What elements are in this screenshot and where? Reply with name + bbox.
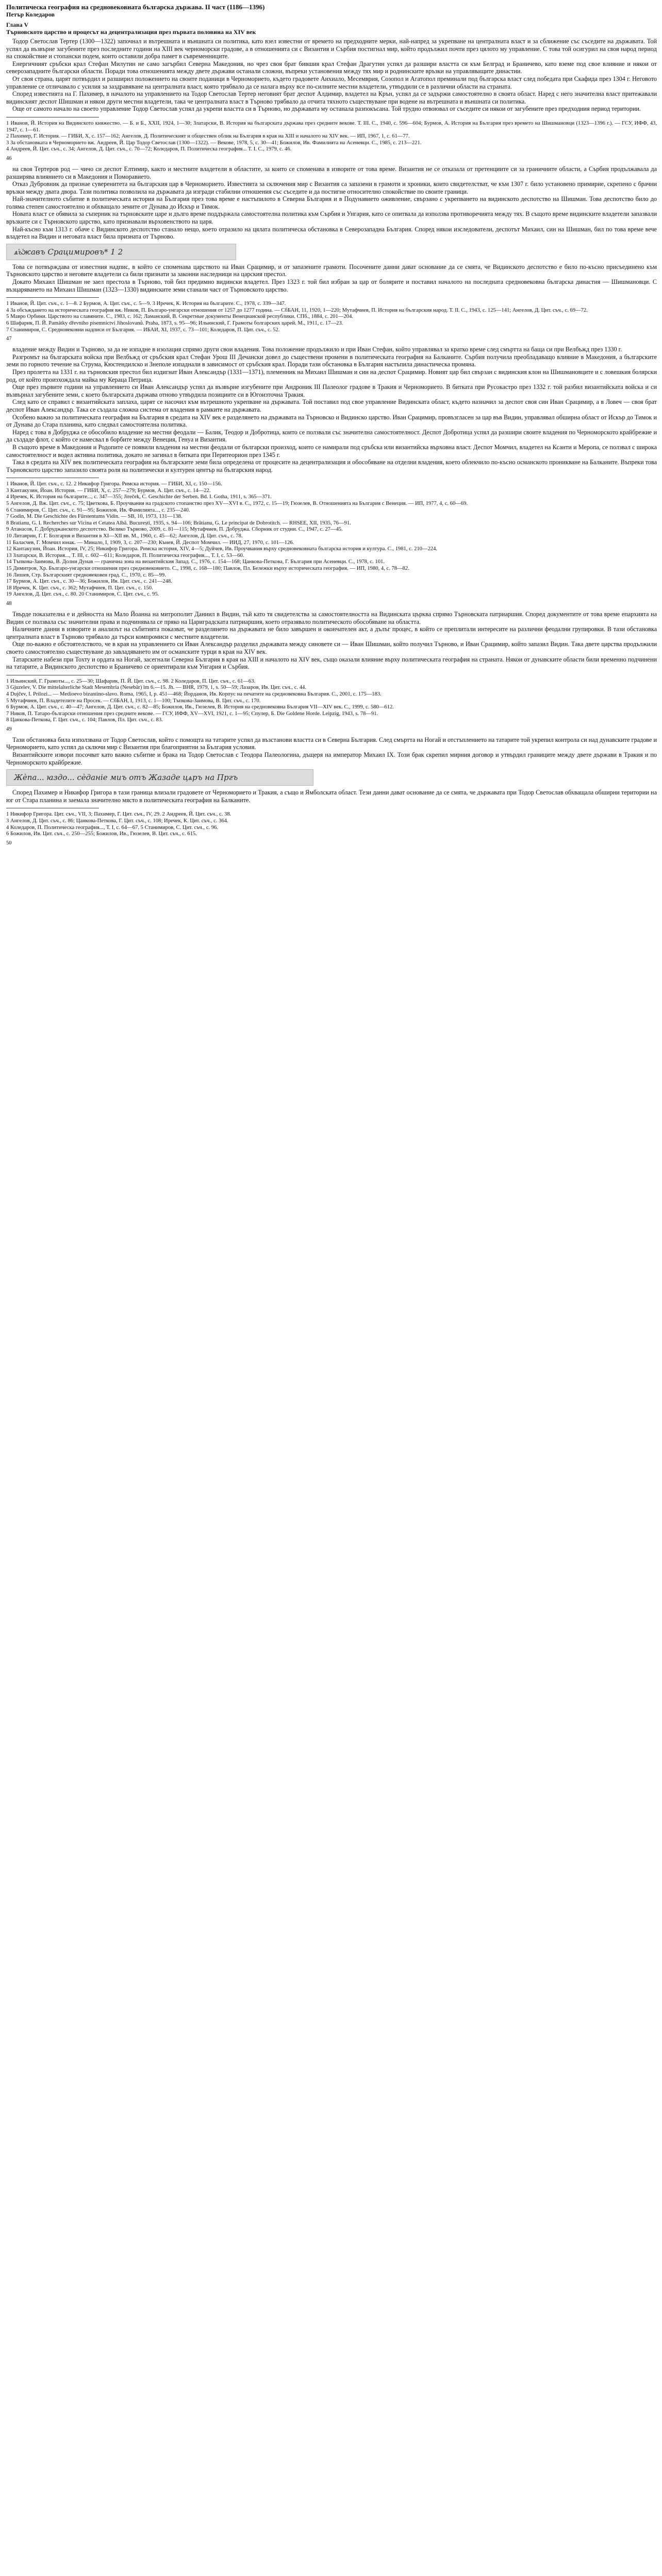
footnote: 5 Ангелов, Д. Вж. Цит. съч., с. 75; Цветкова, Б. Проучвания на градското стопанство през XV—XVI в. С., 1972, с. 15—19; Гюзелев, В. Отношенията на България с Венеция. — ИП, 1977, 4, с. 60—69. xyxy=(6,501,468,507)
footnote: 4 За обсъждането на историческата география вж. Ников, П. Българо-унгарски отношения от 1257 до 1277 година. — СбБАН, 11, 1920, 1—220; Мутафчиев, П. История на българския народ. Т. II. С., 1943, с. 125—141; Ангелов, Д. Цит. съч., с. 69—72. xyxy=(6,307,588,313)
footnote: 4 Иречек, К. История на българите..., с. 347—355; Jireček, C. Geschichte der Serben. Bd. I. Gotha, 1911, s. 365—371. xyxy=(6,494,272,500)
body-paragraph: Така в средата на XIV век политическата география на българските земи била определена от процесите на децентрализация и обособяване на отделни владения, което облекчило по-късно османското проникване на Балканите. Въпреки това Търновското царство запазило своята роля на политически и културен център на българския народ. xyxy=(6,459,657,473)
chapter-number: Глава V xyxy=(6,21,29,28)
footnote: 4 Dujčev, I. Prilozi... — Medioevo bizantino-slavo. Roma, 1965, I, p. 451—468; Йорданов, Ив. Корпус на печатите на средновековна България. С., 2001, с. 175—183. xyxy=(6,691,382,697)
footnote: 4 Коледаров, П. Политическа география..., Т. I, с. 64—67. 5 Станимиров, С. Цит. съч., с. 96. xyxy=(6,824,219,831)
chapter-title: Търновското царство и процесът на децентрализация през първата половина на XIV век xyxy=(6,28,256,36)
footnote: 7 Ников, П. Татаро-български отношения през средните векове. — ГСУ, ИФФ, XV—XVI, 1921, с. 1—95; Спулер, Б. Die Goldene Horde. Leipzig, 1943, s. 78—91. xyxy=(6,710,378,717)
inscription-scan-image: ѧ҆ъ҆жавъ Срацимировъ* 1 2 xyxy=(6,244,236,260)
body-paragraph: Татарските набези при Тохту и ордата на Ногай, засегнали Северна България в края на XIII и началото на XIV век, също оказали влияние върху политическата география на страната. Някои от дунавските области били временно подчинени на татарите, а Видинското деспотство и Браничево се ориентирали към Унгария и Сърбия. xyxy=(6,655,657,671)
body-paragraph: Това се потвърждава от известния надпис, в който се споменава царството на Иван Срацимир, и от запазените грамоти. Посочените данни дават основание да се смята, че Видинското деспотство е било по-късно присъединено към Търновското царство и неговите владетели са били признати за законни наследници на царския престол. xyxy=(6,263,657,278)
body-paragraph: В същото време в Македония и Родопите се появили владения на местни феодали от български произход, които се намирали под сръбска или византийска върховна власт. Деспот Момчил, владетел на Ксанти и Меропа, се ползвал с широка самостоятелност и водел активна политика, докато не загинал в битката при Перитеорион през 1345 г. xyxy=(6,443,657,459)
body-paragraph: Най-значителното събитие в политическата история на България през това време е настъпилото в Северна България и в Подунавието оживление, свързано с укрепването на видинското деспотство на Шишман. Това деспотство било до голяма степен самостоятелно и обхващало земите от Дунава до Искър и Тимок. xyxy=(6,195,657,210)
footnote: 6 Станимиров, С. Цит. съч., с. 91—95; Божилов, Ив. Фамилията..., с. 235—240. xyxy=(6,507,190,513)
footnote: 4 Андреев, Й. Цит. съч., с. 34; Ангелов, Д. Цит. съч., с. 70—72; Коледаров, П. Политическа география... Т. I. С., 1979, с. 46. xyxy=(6,146,292,152)
footnote: 15 Димитров, Хр. Българо-унгарски отношения през средновековието. С., 1998, с. 168—180; Павлов, Пл. Бележки върху историческата география. — ИП, 1980, 4, с. 78—82. xyxy=(6,566,409,571)
footnote: 7 Станимиров, С. Средновековни надписи от България. — ИБАИ, XI, 1937, с. 73—101; Коледаров, П. Цит. съч., с. 52. xyxy=(6,327,280,333)
footnote: 1 Никифор Григора. Цит. съч., VII, 3; Пахимер, Г. Цит. съч., IV, 29. 2 Андреев, Й. Цит. съч., с. 38. xyxy=(6,811,231,818)
body-paragraph: Особено важно за политическата география на България в средата на XIV век е разделянето на държавата на Търновско и Видинско царство. Иван Срацимир, провъзгласен за цар във Видин, управлявал обширна област от Искър до Тимок и от Дунава до Стара планина, като следвал самостоятелна политика. xyxy=(6,413,657,429)
footnote: 10 Литаврин, Г. Г. Болгария и Византия в XI—XII вв. М., 1960, с. 45—62; Ангелов, Д. Цит. съч., с. 78. xyxy=(6,533,243,539)
body-paragraph: Отказ Дубровник да признае суверенитета на българския цар в Черноморието. Известията за сключения мир с Византия са запазени в грамоти и хроники, които свидетелстват, че към 1307 г. било установено примирие, скрепено с брачни връзки между двата двора. Тази политика позволила на държавата да изгради стабилни отношения със съседите и да постигне относително спокойствие по своите граници. xyxy=(6,180,657,195)
body-paragraph: Още от самото начало на своето управление Тодор Светослав успял да укрепи властта си в Търново, но държавата му останала разпокъсана. Той трудно отвоювал от съседите си някои от загубените през предходния период територии. xyxy=(12,105,641,113)
body-paragraph: През пролетта на 1331 г. на търновския престол бил издигнат Иван Александър (1331—1371), племенник на Михаил Шишман и син на деспот Срацимир. Новият цар бил свързан с видинския клон на Шишмановците и с ловешкия болярски род, от който произхождала майка му Кераца Петрица. xyxy=(6,368,657,383)
body-paragraph: Наличните данни в изворите и анализът на събитията показват, че разделянето на държавата не било завършен и окончателен акт, а дълъг процес, в който се преплитали интересите на различни феодални групировки. В тази обстановка централната власт в Търново трябвало да търси компромиси с местните владетели. xyxy=(6,625,657,640)
footnote: 18 Иречек, К. Цит. съч., с. 362; Мутафчиев, П. Цит. съч., с. 150. xyxy=(6,585,153,591)
body-paragraph: От своя страна, царят потвърдил и разширил положението на своите поданици в Черноморието, където градовете Анхиало, Месемврия, Созопол и Агатопол преминали под българска власт след победата при Скафида през 1304 г. Неговото управление се отличавало с усилия за заздравяване на централната власт, която трябвало да се налага върху все по-силните местни владетели, утвърдили се в различни области на страната. xyxy=(6,75,657,90)
footnote: 3 Gjuzelev, V. Die mittelalterliche Stadt Mesembria (Nesebăr) im 6.—15. Jh. — BHR, 1979, 1, s. 50—59; Лазаров, Ив. Цит. съч., с. 44. xyxy=(6,685,306,691)
page-number: 48 xyxy=(6,600,12,606)
footnote: 1 Ильинский, Г. Грамоты..., с. 25—30; Шафарик, П. Й. Цит. съч., с. 98. 2 Коледаров, П. Цит. съч., с. 61—63. xyxy=(6,678,256,684)
footnote: 19 Ангелов, Д. Цит. съч., с. 80. 20 Станимиров, С. Цит. съч., с. 95. xyxy=(6,591,159,598)
inscription-scan-image: Жѐпа... ꙗздо... сѐданіе миъ отъ Жазаде цѧръ на Пргъ xyxy=(6,769,313,786)
footnote: 13 Златарски, В. История..., Т. III, с. 602—611; Коледаров, П. Политическа география..., Т. I, с. 53—60. xyxy=(6,552,244,558)
footnote: 17 Бурмов, А. Цит. съч., с. 30—36; Божилов, Ив. Цит. съч., с. 241—248. xyxy=(6,579,172,585)
page-number: 46 xyxy=(6,155,12,161)
footnote: 6 Шафарик, П. Й. Památky dřevního písemnictví Jihoslovanů. Praha, 1873, s. 95—96; Ильинский, Г. Грамоты болгарских царей. М., 1911, с. 17—23. xyxy=(6,320,343,326)
document-page xyxy=(0,0,662,847)
footnote: 1 Иванов, Й. Цит. съч., с. 1—8. 2 Бурмов, А. Цит. съч., с. 5—9. 3 Иречек, К. История на българите. С., 1978, с. 339—347. xyxy=(6,301,286,307)
body-paragraph: Още през първите години на управлението си Иван Александър успял да възвърне изгубените при Андроник III Палеолог градове в Тракия и Черноморието. В битката при Русокастро през 1332 г. той разбил византийската войска и си възвърнал загубените земи, с което българската държава отново утвърдила позициите си в Югоизточна Тракия. xyxy=(6,383,657,398)
body-paragraph: Твърде показателна е и дейността на Мало Йоанна на митрополит Даниил в Видин, тъй като тя свидетелства за самостоятелността на Видинската църква спрямо Търновската патриаршия. Според документите от това време епархията на Видин се ползвала със значителни права и подчинявала се пряко на Цариградската патриаршия, което отразявало политическото обособяване на областта. xyxy=(6,610,657,625)
footnote: 12 Кантакузин, Йоан. История, IV, 25; Никифор Григора. Римска история, XIV, 4—5; Дуйчев, Ив. Проучвания върху средновековната българска история и култура. С., 1981, с. 210—224. xyxy=(6,546,438,552)
body-paragraph: След като се справил с византийската заплаха, царят се насочил към вътрешното укрепване на държавата. Той поставил под свое управление Видинската област, където назначил за деспот своя син Иван Срацимир, а в Ловеч — своя брат деспот Иван Александър. Така се създала сложна система от владения в рамките на държавата. xyxy=(6,398,657,413)
body-paragraph: Най-късно към 1313 г. обаче с Видинското деспотство станало нещо, което отразило на цялата политическа обстановка в Северозападна България. Според някои изследователи, деспотът Михаил, син на Шишман, бил по това време вече владетел на Видин и неговата власт била призната от Търново. xyxy=(6,225,657,241)
body-paragraph: Докато Михаил Шишман не заел престола в Търново, той бил предимно видински владетел. През 1323 г. той бил избран за цар от болярите и поставил началото на последната средновековна българска династия — Шишмановци. С възцаряването на Михаил Шишман (1323—1330) видинските земи станали част от Търновското царство. xyxy=(6,278,657,293)
body-paragraph: Разгромът на българската войска при Велбъжд от сръбския крал Стефан Урош III Дечански довел до съществени промени в политическата география на Балканите. Сърбия получила преобладаващо влияние в Македония, а българските земи по горното течение на Струма, Кюстендилско и Знеполе изпаднали в зависимост от сръбския крал. Поради тази обстановка в България настъпила династическа промяна. xyxy=(6,353,657,368)
footnote: 8 Цанкова-Петкова, Г. Цит. съч., с. 104; Павлов, Пл. Цит. съч., с. 83. xyxy=(6,717,163,723)
footnote: 3 Кантакузин, Йоан. История. — ГИБИ, X, с. 257—279; Бурмов, А. Цит. съч., с. 14—22. xyxy=(6,487,211,494)
footnote: 16 Лишев, Стр. Българският средновековен град. С., 1970, с. 85—99. xyxy=(6,572,166,578)
body-paragraph: Според Пахимер и Никифор Григора в тази граница влизали градовете от Черноморието и Тракия, а също и Ямболската област. Тези данни дават основание да се смята, че държавата при Тодор Светослав обхващала обширни територии на юг от Стара планина и заемала значително място в политическата география на Балканите. xyxy=(6,789,657,804)
page-number: 47 xyxy=(6,336,12,342)
document-content xyxy=(6,38,657,847)
body-paragraph: Византийските извори посочват като важно събитие и брака на Тодор Светослав с Теодора Палеологина, дъщеря на император Михаил IX. Този брак скрепил мирния договор и утвърдил границите между двете държави в Тракия и по Черноморското крайбрежие. xyxy=(6,751,657,766)
footnote: 6 Бурмов, А. Цит. съч., с. 40—47; Ангелов, Д. Цит. съч., с. 82—85; Божилов, Ив., Гюзелев, В. История на средновековна България VII—XIV век. С., 1999, с. 580—612. xyxy=(6,704,394,710)
footnote: 1 Иванов, Й. Цит. съч., с. 12. 2 Никифор Григора. Римска история. — ГИБИ, XI, с. 150—156. xyxy=(6,481,222,487)
body-paragraph: Енергичният сръбски крал Стефан Милутин не само загърбил Северна Македония, но чрез своя брат бившия крал Стефан Драгутин успял да разшири властта си към Белград и Браничево, като вземе под свое влияние и някои от северозападните български области. Поради това отношенията между двете държави останали сложни, въпреки установения между тях мир и роднинските връзки на управляващите династии. xyxy=(6,60,657,75)
footnote: 14 Тъпкова-Заимова, В. Долни Дунав — гранична зона на византийския Запад. С., 1976, с. 154—168; Цанкова-Петкова, Г. България при Асеневци. С., 1978, с. 101. xyxy=(6,559,385,565)
document-title: Политическа география на средновековната българска държава. II част (1186—1396) xyxy=(6,3,265,11)
footnote: 11 Баласчев, Г. Момчил юнак. — Минало, I, 1909, 3, с. 207—230; Кънев, Й. Деспот Момчил. — ИИД, 27, 1970, с. 101—126. xyxy=(6,539,294,546)
body-paragraph: Новата власт се обявила за съперник на търновските царе и дълго време поддържала самостоятелна политика към Сърбия и Унгария, като се опитвала да използва противоречията между тях. В същото време видинските владетели запазвали връзките си с Търновското царство, като признавали върховенството на царя. xyxy=(6,210,657,226)
document-author: Петър Коледаров xyxy=(6,11,55,18)
page-number: 50 xyxy=(6,840,12,846)
body-paragraph: Още по-важно е обстоятелството, че в края на управлението си Иван Александър разделил държавата между синовете си — Иван Шишман, който получил Търново, и Иван Срацимир, който запазил Видин. Така двете царства продължили своето самостоятелно съществуване до завладяването им от османските турци в края на XIV век. xyxy=(6,640,657,655)
footnote: 5 Мутафчиев, П. Владетелите на Просек. — СбБАН, I, 1913, с. 1—100; Тъпкова-Заимова, В. Цит. съч., с. 170. xyxy=(6,698,261,704)
body-paragraph: на своя Тертеров род — чичо си деспот Елтимир, както и местните владетели в областите, за които се споменава в изворите от това време. Византия не се отказала от претенциите си за граничните области, а Сърбия продължавала да разширява влиянието си в Македония и Поморавието. xyxy=(6,165,657,180)
footnote: 2 Пахимер, Г. История. — ГИБИ, X, с. 157—162; Ангелов, Д. Политическият и обществен облик на България в края на XIII и началото на XIV век. — ИП, 1967, 1, с. 61—77. xyxy=(6,133,410,140)
footnote: 9 Атанасов, Г. Добруджанското деспотство. Велико Търново, 2009, с. 81—115; Мутафчиев, П. Добруджа. Сборник от студии. С., 1947, с. 27—45. xyxy=(6,527,343,533)
body-paragraph: владение между Видин и Търново, за да не изпадне в изолация спрямо други свои владения. Това положение продължило и при Иван Стефан, който управлявал за кратко време след смъртта на баща си при Велбъжд през 1330 г. xyxy=(12,346,622,353)
footnote: 8 Bratianu, G. I. Recherches sur Vicina et Cetatea Albă. București, 1935, s. 94—106; Brătianu, G. Le principat de Dobrotitch. — RHSEE, XII, 1935, 76—91. xyxy=(6,520,351,526)
page-number: 49 xyxy=(6,726,12,732)
footnote: 3 Ангелов, Д. Цит. съч., с. 86; Цанкова-Петкова, Г. Цит. съч., с. 108; Иречек, К. Цит. съч., с. 364. xyxy=(6,818,228,824)
body-paragraph: Наред с това в Добруджа се обособило владение на местни феодали — Балик, Теодор и Добротица, които се ползвали със значителна самостоятелност. Деспот Добротица успял да разшири своите владения по Черноморското крайбрежие и да създаде флот, с който се намесвал в борбите между Венеция, Генуа и Византия. xyxy=(6,428,657,444)
body-paragraph: Тази обстановка била използвана от Тодор Светослав, който с помощта на татарите успял да възстанови властта си в Северна България. След смъртта на Ногай и отстъплението на татарите той укрепил контрола си над дунавските градове и Черноморието, като успял да сключи мир с Византия при благоприятни за България условия. xyxy=(6,736,657,751)
footnote: 7 Godin, M. Die Geschichte des Fürstentums Vidin. — SB, 10, 1973, 131—138. xyxy=(6,514,183,520)
footnote: 3 За обстановката в Черноморието вж. Андреев, Й. Цар Тодор Светослав (1300—1322). — Векове, 1978, 5, с. 30—41; Божилов, Ив. Фамилията на Асеневци. С., 1985, с. 213—221. xyxy=(6,140,422,146)
body-paragraph: Според известията на Г. Пахимер, в началото на управлението на Тодор Светослав Тертер неговият брат деспот Алдимир, владетел на Крън, успял да се задържи самостоятелно в своята област. Наред с него значителна власт притежавали видинският деспот Шишман и някои други местни владетели, така че централната власт в Търново трябвало да отчита тяхното съществуване при водене на вътрешната и външната си политика. xyxy=(6,90,657,105)
footnote-separator xyxy=(6,297,99,298)
footnote: 5 Мавро Орбини. Царството на славяните. С., 1983, с. 162; Ламанский, В. Секретные документы Венецианской республики. СПб., 1884, с. 201—204. xyxy=(6,314,354,320)
footnote: 6 Божилов, Ив. Цит. съч., с. 250—255; Божилов, Ив., Гюзелев, В. Цит. съч., с. 615. xyxy=(6,831,197,837)
footnote: 1 Иванов, Й. История на Видинското княжество. — Б. и Б., XXII, 1924, 1—30; Златарски, В. История на българската държава през средните векове. Т. III. С., 1940, с. 596—604; Бурмов, А. История на България през времето на Шишмановци (1323—1396 г.). — ГСУ, ИФФ, 43, 1947, с. 1—61. xyxy=(6,120,657,133)
body-paragraph: Тодор Светослав Тертер (1300—1322) започнал и вътрешната и външната си политика, като взел известни от времето на предходните мерки, най-напред за укрепване на централната власт и за сближение със съседите на държавата. Той успял да възвърне загубените през последните години на XIII век черноморски градове, а в отношенията си с Византия и Сърбия постигнал мир, който продължил почти през цялото му управление. С това той осигурил на своя народ период на спокойствие и стопански подем, които оставили добра памет в съвременниците. xyxy=(6,38,657,60)
